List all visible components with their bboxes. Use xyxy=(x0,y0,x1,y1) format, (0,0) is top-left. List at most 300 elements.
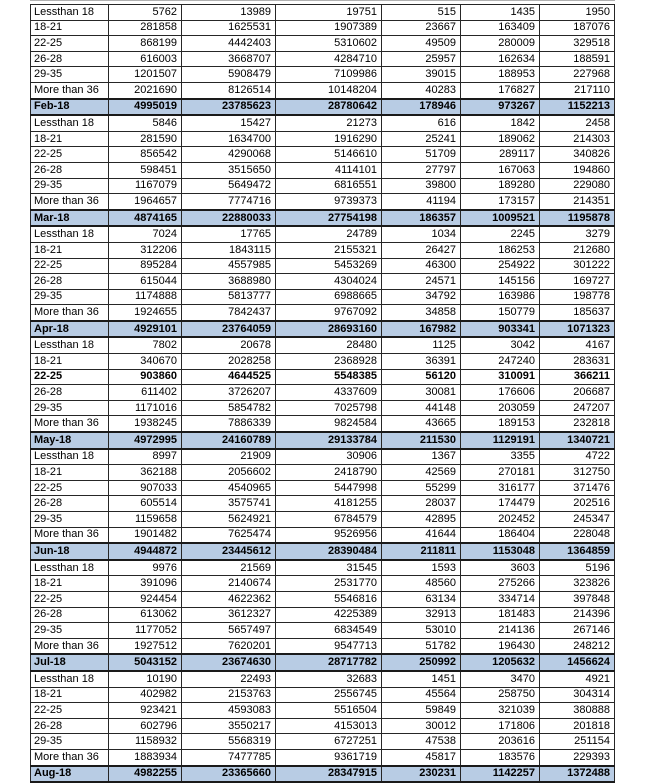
value-cell[interactable]: 5624921 xyxy=(182,512,276,528)
month-value-cell[interactable]: 28347915 xyxy=(276,766,382,783)
month-value-cell[interactable]: 4944872 xyxy=(109,543,182,560)
value-cell[interactable]: 174479 xyxy=(461,496,540,512)
value-cell[interactable]: 34858 xyxy=(382,305,461,321)
value-cell[interactable]: 616003 xyxy=(109,51,182,67)
age-group-label-cell[interactable]: More than 36 xyxy=(31,82,109,98)
value-cell[interactable]: 923421 xyxy=(109,703,182,719)
value-cell[interactable]: 19751 xyxy=(276,5,382,21)
value-cell[interactable]: 924454 xyxy=(109,591,182,607)
value-cell[interactable]: 45817 xyxy=(382,749,461,765)
month-value-cell[interactable]: 1071323 xyxy=(540,321,615,338)
value-cell[interactable]: 41644 xyxy=(382,527,461,543)
value-cell[interactable]: 402982 xyxy=(109,687,182,703)
value-cell[interactable]: 1158932 xyxy=(109,734,182,750)
value-cell[interactable]: 3603 xyxy=(461,560,540,576)
value-cell[interactable]: 5846 xyxy=(109,115,182,131)
month-value-cell[interactable]: 167982 xyxy=(382,321,461,338)
value-cell[interactable]: 321039 xyxy=(461,703,540,719)
age-group-label-cell[interactable]: More than 36 xyxy=(31,194,109,210)
value-cell[interactable]: 189062 xyxy=(461,131,540,147)
month-value-cell[interactable]: 27754198 xyxy=(276,210,382,227)
value-cell[interactable]: 44148 xyxy=(382,400,461,416)
value-cell[interactable]: 5548385 xyxy=(276,369,382,385)
value-cell[interactable]: 602796 xyxy=(109,718,182,734)
value-cell[interactable]: 245347 xyxy=(540,512,615,528)
value-cell[interactable]: 9739373 xyxy=(276,194,382,210)
month-value-cell[interactable]: 28717782 xyxy=(276,654,382,671)
month-value-cell[interactable]: 1340721 xyxy=(540,432,615,449)
value-cell[interactable]: 7620201 xyxy=(182,638,276,654)
value-cell[interactable]: 1034 xyxy=(382,226,461,242)
value-cell[interactable]: 7774716 xyxy=(182,194,276,210)
value-cell[interactable]: 1125 xyxy=(382,337,461,353)
value-cell[interactable]: 7024 xyxy=(109,226,182,242)
value-cell[interactable]: 150779 xyxy=(461,305,540,321)
value-cell[interactable]: 4540965 xyxy=(182,480,276,496)
value-cell[interactable]: 2153763 xyxy=(182,687,276,703)
value-cell[interactable]: 49509 xyxy=(382,36,461,52)
value-cell[interactable]: 4622362 xyxy=(182,591,276,607)
value-cell[interactable]: 36391 xyxy=(382,354,461,370)
month-value-cell[interactable]: 1372488 xyxy=(540,766,615,783)
value-cell[interactable]: 7802 xyxy=(109,337,182,353)
value-cell[interactable]: 183576 xyxy=(461,749,540,765)
value-cell[interactable]: 23667 xyxy=(382,20,461,36)
value-cell[interactable]: 5453269 xyxy=(276,258,382,274)
value-cell[interactable]: 5546816 xyxy=(276,591,382,607)
value-cell[interactable]: 4167 xyxy=(540,337,615,353)
age-group-label-cell[interactable]: 29-35 xyxy=(31,67,109,83)
age-group-label-cell[interactable]: Lessthan 18 xyxy=(31,671,109,687)
value-cell[interactable]: 903860 xyxy=(109,369,182,385)
value-cell[interactable]: 248212 xyxy=(540,638,615,654)
month-value-cell[interactable]: 24160789 xyxy=(182,432,276,449)
age-group-label-cell[interactable]: 22-25 xyxy=(31,147,109,163)
value-cell[interactable]: 229080 xyxy=(540,178,615,194)
age-group-label-cell[interactable]: 26-28 xyxy=(31,607,109,623)
value-cell[interactable]: 26427 xyxy=(382,242,461,258)
age-group-label-cell[interactable]: 29-35 xyxy=(31,178,109,194)
value-cell[interactable]: 32683 xyxy=(276,671,382,687)
value-cell[interactable]: 4181255 xyxy=(276,496,382,512)
age-group-label-cell[interactable]: More than 36 xyxy=(31,749,109,765)
value-cell[interactable]: 397848 xyxy=(540,591,615,607)
age-group-label-cell[interactable]: 18-21 xyxy=(31,242,109,258)
value-cell[interactable]: 5657497 xyxy=(182,623,276,639)
value-cell[interactable]: 1201507 xyxy=(109,67,182,83)
month-value-cell[interactable]: 1195878 xyxy=(540,210,615,227)
value-cell[interactable]: 198778 xyxy=(540,289,615,305)
value-cell[interactable]: 366211 xyxy=(540,369,615,385)
value-cell[interactable]: 3575741 xyxy=(182,496,276,512)
age-group-label-cell[interactable]: 18-21 xyxy=(31,465,109,481)
value-cell[interactable]: 34792 xyxy=(382,289,461,305)
value-cell[interactable]: 5516504 xyxy=(276,703,382,719)
value-cell[interactable]: 310091 xyxy=(461,369,540,385)
value-cell[interactable]: 163409 xyxy=(461,20,540,36)
value-cell[interactable]: 9547713 xyxy=(276,638,382,654)
month-value-cell[interactable]: 230231 xyxy=(382,766,461,783)
value-cell[interactable]: 1927512 xyxy=(109,638,182,654)
value-cell[interactable]: 145156 xyxy=(461,274,540,290)
value-cell[interactable]: 4304024 xyxy=(276,274,382,290)
value-cell[interactable]: 51782 xyxy=(382,638,461,654)
age-group-label-cell[interactable]: 18-21 xyxy=(31,354,109,370)
value-cell[interactable]: 2155321 xyxy=(276,242,382,258)
value-cell[interactable]: 212680 xyxy=(540,242,615,258)
value-cell[interactable]: 4442403 xyxy=(182,36,276,52)
age-group-label-cell[interactable]: 18-21 xyxy=(31,576,109,592)
value-cell[interactable]: 247207 xyxy=(540,400,615,416)
month-value-cell[interactable]: 22880033 xyxy=(182,210,276,227)
value-cell[interactable]: 20678 xyxy=(182,337,276,353)
value-cell[interactable]: 7477785 xyxy=(182,749,276,765)
age-group-label-cell[interactable]: 22-25 xyxy=(31,36,109,52)
value-cell[interactable]: 605514 xyxy=(109,496,182,512)
value-cell[interactable]: 1625531 xyxy=(182,20,276,36)
value-cell[interactable]: 391096 xyxy=(109,576,182,592)
value-cell[interactable]: 1843115 xyxy=(182,242,276,258)
value-cell[interactable]: 45564 xyxy=(382,687,461,703)
value-cell[interactable]: 42895 xyxy=(382,512,461,528)
value-cell[interactable]: 173157 xyxy=(461,194,540,210)
value-cell[interactable]: 5813777 xyxy=(182,289,276,305)
value-cell[interactable]: 5762 xyxy=(109,5,182,21)
value-cell[interactable]: 6816551 xyxy=(276,178,382,194)
value-cell[interactable]: 22493 xyxy=(182,671,276,687)
value-cell[interactable]: 9824584 xyxy=(276,416,382,432)
value-cell[interactable]: 323826 xyxy=(540,576,615,592)
month-value-cell[interactable]: 178946 xyxy=(382,99,461,116)
value-cell[interactable]: 1177052 xyxy=(109,623,182,639)
value-cell[interactable]: 229393 xyxy=(540,749,615,765)
value-cell[interactable]: 186404 xyxy=(461,527,540,543)
value-cell[interactable]: 3550217 xyxy=(182,718,276,734)
value-cell[interactable]: 611402 xyxy=(109,385,182,401)
value-cell[interactable]: 39800 xyxy=(382,178,461,194)
month-label-cell[interactable]: Mar-18 xyxy=(31,210,109,227)
value-cell[interactable]: 17765 xyxy=(182,226,276,242)
age-group-label-cell[interactable]: Lessthan 18 xyxy=(31,560,109,576)
age-group-label-cell[interactable]: Lessthan 18 xyxy=(31,115,109,131)
value-cell[interactable]: 267146 xyxy=(540,623,615,639)
value-cell[interactable]: 227968 xyxy=(540,67,615,83)
value-cell[interactable]: 30081 xyxy=(382,385,461,401)
value-cell[interactable]: 7109986 xyxy=(276,67,382,83)
value-cell[interactable]: 202452 xyxy=(461,512,540,528)
month-value-cell[interactable]: 4995019 xyxy=(109,99,182,116)
value-cell[interactable]: 4225389 xyxy=(276,607,382,623)
age-group-label-cell[interactable]: 22-25 xyxy=(31,258,109,274)
value-cell[interactable]: 281858 xyxy=(109,20,182,36)
value-cell[interactable]: 280009 xyxy=(461,36,540,52)
value-cell[interactable]: 1174888 xyxy=(109,289,182,305)
value-cell[interactable]: 8126514 xyxy=(182,82,276,98)
value-cell[interactable]: 4722 xyxy=(540,449,615,465)
value-cell[interactable]: 181483 xyxy=(461,607,540,623)
value-cell[interactable]: 47538 xyxy=(382,734,461,750)
value-cell[interactable]: 187076 xyxy=(540,20,615,36)
value-cell[interactable]: 9976 xyxy=(109,560,182,576)
age-group-label-cell[interactable]: 22-25 xyxy=(31,591,109,607)
value-cell[interactable]: 4593083 xyxy=(182,703,276,719)
value-cell[interactable]: 1451 xyxy=(382,671,461,687)
value-cell[interactable]: 329518 xyxy=(540,36,615,52)
age-group-label-cell[interactable]: 18-21 xyxy=(31,687,109,703)
value-cell[interactable]: 4284710 xyxy=(276,51,382,67)
age-group-label-cell[interactable]: 29-35 xyxy=(31,400,109,416)
month-value-cell[interactable]: 28693160 xyxy=(276,321,382,338)
value-cell[interactable]: 203616 xyxy=(461,734,540,750)
value-cell[interactable]: 2458 xyxy=(540,115,615,131)
month-label-cell[interactable]: Jul-18 xyxy=(31,654,109,671)
value-cell[interactable]: 59849 xyxy=(382,703,461,719)
value-cell[interactable]: 176606 xyxy=(461,385,540,401)
month-value-cell[interactable]: 5043152 xyxy=(109,654,182,671)
month-value-cell[interactable]: 1129191 xyxy=(461,432,540,449)
value-cell[interactable]: 856542 xyxy=(109,147,182,163)
age-group-label-cell[interactable]: More than 36 xyxy=(31,305,109,321)
value-cell[interactable]: 30906 xyxy=(276,449,382,465)
value-cell[interactable]: 8997 xyxy=(109,449,182,465)
age-group-label-cell[interactable]: 29-35 xyxy=(31,289,109,305)
value-cell[interactable]: 214136 xyxy=(461,623,540,639)
value-cell[interactable]: 25241 xyxy=(382,131,461,147)
value-cell[interactable]: 289117 xyxy=(461,147,540,163)
month-value-cell[interactable]: 4929101 xyxy=(109,321,182,338)
value-cell[interactable]: 340826 xyxy=(540,147,615,163)
value-cell[interactable]: 9526956 xyxy=(276,527,382,543)
value-cell[interactable]: 3726207 xyxy=(182,385,276,401)
value-cell[interactable]: 301222 xyxy=(540,258,615,274)
value-cell[interactable]: 4153013 xyxy=(276,718,382,734)
value-cell[interactable]: 28480 xyxy=(276,337,382,353)
value-cell[interactable]: 188953 xyxy=(461,67,540,83)
value-cell[interactable]: 176827 xyxy=(461,82,540,98)
value-cell[interactable]: 9361719 xyxy=(276,749,382,765)
month-value-cell[interactable]: 1456624 xyxy=(540,654,615,671)
age-group-label-cell[interactable]: 26-28 xyxy=(31,385,109,401)
value-cell[interactable]: 40283 xyxy=(382,82,461,98)
month-value-cell[interactable]: 4982255 xyxy=(109,766,182,783)
age-group-label-cell[interactable]: 26-28 xyxy=(31,162,109,178)
value-cell[interactable]: 5310602 xyxy=(276,36,382,52)
month-value-cell[interactable]: 1009521 xyxy=(461,210,540,227)
value-cell[interactable]: 1916290 xyxy=(276,131,382,147)
value-cell[interactable]: 6784579 xyxy=(276,512,382,528)
value-cell[interactable]: 2140674 xyxy=(182,576,276,592)
month-value-cell[interactable]: 1205632 xyxy=(461,654,540,671)
month-value-cell[interactable]: 23785623 xyxy=(182,99,276,116)
month-value-cell[interactable]: 23764059 xyxy=(182,321,276,338)
age-group-label-cell[interactable]: 26-28 xyxy=(31,274,109,290)
value-cell[interactable]: 21909 xyxy=(182,449,276,465)
value-cell[interactable]: 2245 xyxy=(461,226,540,242)
value-cell[interactable]: 202516 xyxy=(540,496,615,512)
value-cell[interactable]: 3612327 xyxy=(182,607,276,623)
value-cell[interactable]: 5146610 xyxy=(276,147,382,163)
value-cell[interactable]: 334714 xyxy=(461,591,540,607)
age-group-label-cell[interactable]: 22-25 xyxy=(31,369,109,385)
value-cell[interactable]: 258750 xyxy=(461,687,540,703)
value-cell[interactable]: 907033 xyxy=(109,480,182,496)
age-group-label-cell[interactable]: More than 36 xyxy=(31,527,109,543)
value-cell[interactable]: 5196 xyxy=(540,560,615,576)
value-cell[interactable]: 214303 xyxy=(540,131,615,147)
value-cell[interactable]: 39015 xyxy=(382,67,461,83)
value-cell[interactable]: 3688980 xyxy=(182,274,276,290)
value-cell[interactable]: 163986 xyxy=(461,289,540,305)
value-cell[interactable]: 206687 xyxy=(540,385,615,401)
value-cell[interactable]: 3042 xyxy=(461,337,540,353)
month-value-cell[interactable]: 1153048 xyxy=(461,543,540,560)
age-group-label-cell[interactable]: 29-35 xyxy=(31,734,109,750)
month-value-cell[interactable]: 903341 xyxy=(461,321,540,338)
value-cell[interactable]: 1938245 xyxy=(109,416,182,432)
value-cell[interactable]: 1883934 xyxy=(109,749,182,765)
value-cell[interactable]: 6834549 xyxy=(276,623,382,639)
value-cell[interactable]: 5447998 xyxy=(276,480,382,496)
value-cell[interactable]: 188591 xyxy=(540,51,615,67)
value-cell[interactable]: 1435 xyxy=(461,5,540,21)
age-group-label-cell[interactable]: 26-28 xyxy=(31,496,109,512)
value-cell[interactable]: 51709 xyxy=(382,147,461,163)
value-cell[interactable]: 2556745 xyxy=(276,687,382,703)
value-cell[interactable]: 189153 xyxy=(461,416,540,432)
value-cell[interactable]: 203059 xyxy=(461,400,540,416)
value-cell[interactable]: 1367 xyxy=(382,449,461,465)
value-cell[interactable]: 232818 xyxy=(540,416,615,432)
value-cell[interactable]: 2368928 xyxy=(276,354,382,370)
month-value-cell[interactable]: 1152213 xyxy=(540,99,615,116)
value-cell[interactable]: 30012 xyxy=(382,718,461,734)
age-group-label-cell[interactable]: 26-28 xyxy=(31,718,109,734)
value-cell[interactable]: 251154 xyxy=(540,734,615,750)
value-cell[interactable]: 2021690 xyxy=(109,82,182,98)
value-cell[interactable]: 186253 xyxy=(461,242,540,258)
value-cell[interactable]: 615044 xyxy=(109,274,182,290)
value-cell[interactable]: 41194 xyxy=(382,194,461,210)
month-label-cell[interactable]: Jun-18 xyxy=(31,543,109,560)
value-cell[interactable]: 194860 xyxy=(540,162,615,178)
month-value-cell[interactable]: 1364859 xyxy=(540,543,615,560)
value-cell[interactable]: 31545 xyxy=(276,560,382,576)
age-group-label-cell[interactable]: 22-25 xyxy=(31,703,109,719)
value-cell[interactable]: 247240 xyxy=(461,354,540,370)
month-value-cell[interactable]: 28780642 xyxy=(276,99,382,116)
value-cell[interactable]: 1907389 xyxy=(276,20,382,36)
value-cell[interactable]: 5908479 xyxy=(182,67,276,83)
month-value-cell[interactable]: 28390484 xyxy=(276,543,382,560)
value-cell[interactable]: 3355 xyxy=(461,449,540,465)
month-value-cell[interactable]: 23445612 xyxy=(182,543,276,560)
value-cell[interactable]: 270181 xyxy=(461,465,540,481)
value-cell[interactable]: 3279 xyxy=(540,226,615,242)
age-group-label-cell[interactable]: 22-25 xyxy=(31,480,109,496)
age-group-label-cell[interactable]: Lessthan 18 xyxy=(31,5,109,21)
age-group-label-cell[interactable]: 18-21 xyxy=(31,131,109,147)
value-cell[interactable]: 7842437 xyxy=(182,305,276,321)
value-cell[interactable]: 5568319 xyxy=(182,734,276,750)
month-value-cell[interactable]: 4972995 xyxy=(109,432,182,449)
value-cell[interactable]: 304314 xyxy=(540,687,615,703)
value-cell[interactable]: 616 xyxy=(382,115,461,131)
value-cell[interactable]: 214351 xyxy=(540,194,615,210)
value-cell[interactable]: 5649472 xyxy=(182,178,276,194)
age-group-label-cell[interactable]: More than 36 xyxy=(31,416,109,432)
value-cell[interactable]: 189280 xyxy=(461,178,540,194)
value-cell[interactable]: 283631 xyxy=(540,354,615,370)
value-cell[interactable]: 55299 xyxy=(382,480,461,496)
value-cell[interactable]: 1167079 xyxy=(109,178,182,194)
value-cell[interactable]: 3515650 xyxy=(182,162,276,178)
age-group-label-cell[interactable]: Lessthan 18 xyxy=(31,337,109,353)
value-cell[interactable]: 895284 xyxy=(109,258,182,274)
value-cell[interactable]: 1964657 xyxy=(109,194,182,210)
month-value-cell[interactable]: 23674630 xyxy=(182,654,276,671)
value-cell[interactable]: 254922 xyxy=(461,258,540,274)
value-cell[interactable]: 1950 xyxy=(540,5,615,21)
value-cell[interactable]: 162634 xyxy=(461,51,540,67)
age-group-label-cell[interactable]: More than 36 xyxy=(31,638,109,654)
value-cell[interactable]: 613062 xyxy=(109,607,182,623)
value-cell[interactable]: 4557985 xyxy=(182,258,276,274)
month-value-cell[interactable]: 23365660 xyxy=(182,766,276,783)
value-cell[interactable]: 4644525 xyxy=(182,369,276,385)
age-group-label-cell[interactable]: 18-21 xyxy=(31,20,109,36)
value-cell[interactable]: 4337609 xyxy=(276,385,382,401)
value-cell[interactable]: 46300 xyxy=(382,258,461,274)
value-cell[interactable]: 1171016 xyxy=(109,400,182,416)
month-label-cell[interactable]: Feb-18 xyxy=(31,99,109,116)
value-cell[interactable]: 21569 xyxy=(182,560,276,576)
value-cell[interactable]: 15427 xyxy=(182,115,276,131)
value-cell[interactable]: 6727251 xyxy=(276,734,382,750)
value-cell[interactable]: 228048 xyxy=(540,527,615,543)
value-cell[interactable]: 275266 xyxy=(461,576,540,592)
value-cell[interactable]: 1924655 xyxy=(109,305,182,321)
value-cell[interactable]: 362188 xyxy=(109,465,182,481)
value-cell[interactable]: 63134 xyxy=(382,591,461,607)
value-cell[interactable]: 24789 xyxy=(276,226,382,242)
value-cell[interactable]: 201818 xyxy=(540,718,615,734)
value-cell[interactable]: 185637 xyxy=(540,305,615,321)
month-value-cell[interactable]: 29133784 xyxy=(276,432,382,449)
age-group-label-cell[interactable]: 29-35 xyxy=(31,623,109,639)
value-cell[interactable]: 25957 xyxy=(382,51,461,67)
value-cell[interactable]: 10190 xyxy=(109,671,182,687)
value-cell[interactable]: 4114101 xyxy=(276,162,382,178)
value-cell[interactable]: 4290068 xyxy=(182,147,276,163)
value-cell[interactable]: 312206 xyxy=(109,242,182,258)
value-cell[interactable]: 32913 xyxy=(382,607,461,623)
value-cell[interactable]: 340670 xyxy=(109,354,182,370)
value-cell[interactable]: 5854782 xyxy=(182,400,276,416)
value-cell[interactable]: 281590 xyxy=(109,131,182,147)
value-cell[interactable]: 3668707 xyxy=(182,51,276,67)
value-cell[interactable]: 371476 xyxy=(540,480,615,496)
value-cell[interactable]: 7886339 xyxy=(182,416,276,432)
value-cell[interactable]: 598451 xyxy=(109,162,182,178)
value-cell[interactable]: 515 xyxy=(382,5,461,21)
value-cell[interactable]: 4921 xyxy=(540,671,615,687)
value-cell[interactable]: 2056602 xyxy=(182,465,276,481)
value-cell[interactable]: 2418790 xyxy=(276,465,382,481)
value-cell[interactable]: 1842 xyxy=(461,115,540,131)
value-cell[interactable]: 9767092 xyxy=(276,305,382,321)
value-cell[interactable]: 27797 xyxy=(382,162,461,178)
value-cell[interactable]: 13989 xyxy=(182,5,276,21)
